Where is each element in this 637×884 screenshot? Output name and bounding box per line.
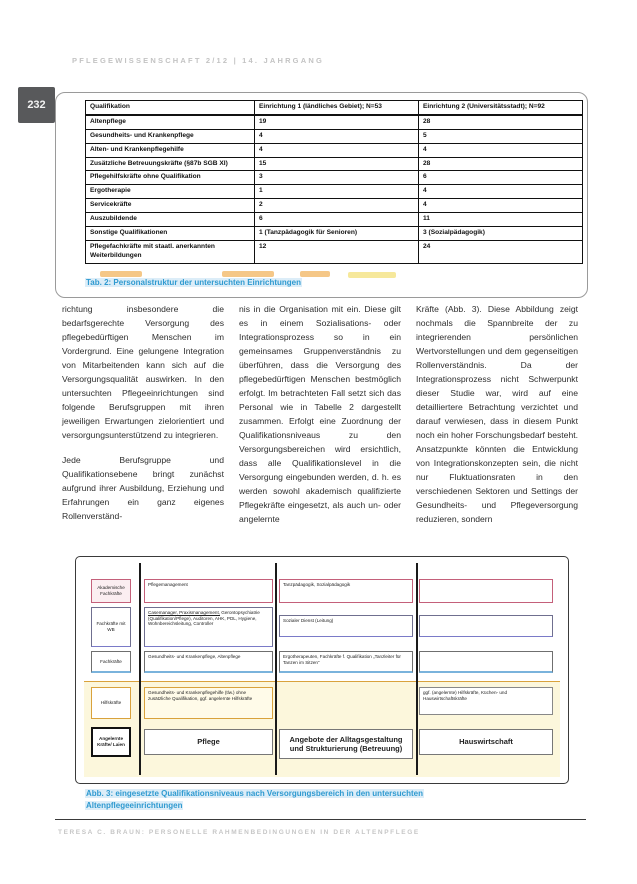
cell-label: Gesundheits- und Krankenpflege <box>86 129 255 143</box>
cell-value: 28 <box>419 115 583 129</box>
table-row <box>86 143 583 157</box>
figure-cell-hauswirtschaft <box>419 615 553 637</box>
page-number-badge: 232 <box>18 87 55 123</box>
col-header-einrichtung-2: Einrichtung 2 (Universitätsstadt); N=92 <box>419 101 583 115</box>
figure-cell-betreuung: Ergotherapeuten, Fachkräfte f. Qualifikation „Tanzleiter für Tanzen im Sitzen“ <box>279 651 413 673</box>
table-row <box>86 171 583 185</box>
figure-caption-line2: Altenpflegeeinrichtungen <box>86 800 183 810</box>
figure-cell-hauswirtschaft <box>419 579 553 603</box>
paragraph: richtung insbesondere die bedarfsgerechte Versorgung des pflegebedürftigen Menschen im Vordergrund. Eine gelungene Integration von Mitarbeitenden kann sich auf die Versorgungsqualität auswirken. In den untersuchten Pflegeeinrichtungen sind folgende Berufsgruppen mit ihren jeweiligen Erwartungen zielorientiert und versorgungsunterstützend zu integrieren. <box>62 304 224 440</box>
figure-column-header-betreuung: Angebote der Alltagsgestaltung und Strukturierung (Betreuung) <box>279 729 413 759</box>
figure-row-label: Hilfskräfte <box>91 687 131 719</box>
paragraph: Jede Berufsgruppe und Qualifikationsebene bringt zunächst aufgrund ihrer Ausbildung, Erziehung und Erfahrungen ein ganz eigenes Rollenverständ- <box>62 455 224 521</box>
cell-label: Servicekräfte <box>86 199 255 213</box>
figure-cell-rest: Gerontopsychiatrie (Qualifikation/Pflege), Auditoren, AHK, PDL, Hygiene, Wohnbereichsleitung, Controller <box>148 610 260 627</box>
cell-value: 28 <box>419 157 583 171</box>
highlight-mark <box>300 271 330 277</box>
cell-label: Alten- und Krankenpflegehilfe <box>86 143 255 157</box>
cell-value: 15 <box>255 157 419 171</box>
cell-label: Zusätzliche Betreuungskräfte (§87b SGB XI) <box>86 157 255 171</box>
cell-value: 1 <box>255 185 419 199</box>
cell-value: 4 <box>419 185 583 199</box>
figure-row-label: Fachkräfte mit WB <box>91 607 131 647</box>
figure-column-header-pflege: Pflege <box>144 729 273 755</box>
figure-divider-line <box>416 563 418 775</box>
paragraph: nis in die Organisation mit ein. Diese gilt es in einem Sozialisations- oder Integrationsprozess so in ein gemeinsames Gruppenverständnis zu überführen, dass die Versorgung des pflegebedürftigen Menschen bestmöglich erfolgt. Im betrachteten Fall setzt sich das Personal wie in Tabelle 2 dargestellt zusammen. Erfolgt eine Zuordnung der Qualifikationsniveaus zu den Versorgungsbereichen wird ersichtlich, dass alle Qualifikationslevel in die Versorgung eingebunden werden, d. h. es werden sowohl akademisch qualifizierte Pflegekräfte eingesetzt, als auch un- oder angelernte <box>239 304 401 524</box>
cell-value: 4 <box>255 143 419 157</box>
figure-cell-betreuung: Sozialer Dienst (Leitung) <box>279 615 413 637</box>
highlight-mark <box>100 271 142 277</box>
text-column-1 <box>62 302 224 537</box>
cell-label: Auszubildende <box>86 213 255 227</box>
cell-value: 6 <box>255 213 419 227</box>
table-caption <box>85 278 302 287</box>
figure-cell-lead: Casemanager, Praxismanagement, <box>148 610 221 615</box>
figure-cell-pflege: Pflegemanagement <box>144 579 273 603</box>
figure-divider-line <box>275 563 277 775</box>
figure-row-label: Angelernte Kräfte/ Laien <box>91 727 131 757</box>
cell-value: 6 <box>419 171 583 185</box>
cell-value: 11 <box>419 213 583 227</box>
cell-value: 4 <box>419 199 583 213</box>
cell-value: 4 <box>419 143 583 157</box>
figure-cell-hauswirtschaft <box>419 651 553 673</box>
table-row <box>86 227 583 241</box>
footer-rule <box>55 819 586 820</box>
personnel-table <box>85 100 583 264</box>
cell-value: 24 <box>419 240 583 263</box>
col-header-qualifikation: Qualifikation <box>86 101 255 115</box>
figure-cell-pflege: Gesundheits- und Krankenpflege, Altenpflege <box>144 651 273 673</box>
cell-label: Pflegehilfskräfte ohne Qualifikation <box>86 171 255 185</box>
figure-qualification-diagram <box>75 556 569 784</box>
paragraph: Kräfte (Abb. 3). Diese Abbildung zeigt nochmals die Spannbreite der zu integrierenden persönlichen Wertvorstellungen und dem gegenseitigen Rollenverständnis. Da der Integrationsprozess nicht Schwerpunkt dieser Studie war, wird auf eine detailliertere Betrachtung verzichtet und darauf verwiesen, dass in diesem Punkt noch ein hoher Forschungsbedarf besteht. Ansatzpunkte könnten die Entwicklung von Integrationskonzepten sein, die nicht nur Fluktuationsraten in den verschiedenen Sektoren und Settings der Gesundheits- und Pflegeversorgung reduzieren, sondern <box>416 304 578 524</box>
cell-label: Pflegefachkräfte mit staatl. anerkannten Weiterbildungen <box>86 240 255 263</box>
table-row <box>86 199 583 213</box>
text-column-3 <box>416 302 578 537</box>
cell-label: Altenpflege <box>86 115 255 129</box>
cell-value: 5 <box>419 129 583 143</box>
figure-caption-line1: Abb. 3: eingesetzte Qualifikationsniveaus nach Versorgungsbereich in den untersuchten <box>86 789 423 798</box>
cell-label: Sonstige Qualifikationen <box>86 227 255 241</box>
table-row <box>86 240 583 263</box>
running-footer: TERESA C. BRAUN: PERSONELLE RAHMENBEDINGUNGEN IN DER ALTENPFLEGE <box>58 829 420 836</box>
figure-cell-pflege: Gesundheits- und Krankenpflegehilfe (tlw.) ohne zusätzliche Qualifikation, ggf. angelernte Hilfskräfte <box>144 687 273 719</box>
text-column-2 <box>239 302 401 537</box>
figure-divider-line <box>139 563 141 775</box>
figure-row-label: Fachkräfte <box>91 651 131 673</box>
cell-label: Ergotherapie <box>86 185 255 199</box>
cell-value: 3 (Sozialpädagogik) <box>419 227 583 241</box>
highlight-mark <box>348 272 396 278</box>
cell-value: 2 <box>255 199 419 213</box>
table-header-row <box>86 101 583 115</box>
cell-value: 4 <box>255 129 419 143</box>
table-row <box>86 213 583 227</box>
cell-value: 3 <box>255 171 419 185</box>
figure-caption <box>85 788 555 811</box>
figure-cell-hauswirtschaft: ggf. (angelernte) Hilfskräfte, Küchen- und Hauswirtschaftskräfte <box>419 687 553 715</box>
table-row <box>86 157 583 171</box>
col-header-einrichtung-1: Einrichtung 1 (ländliches Gebiet); N=53 <box>255 101 419 115</box>
cell-value: 12 <box>255 240 419 263</box>
cell-value: 19 <box>255 115 419 129</box>
table-row <box>86 115 583 129</box>
body-text-columns <box>62 302 578 537</box>
figure-cell-pflege <box>144 607 273 647</box>
table-row <box>86 185 583 199</box>
figure-cell-betreuung: Tanzpädagogik, Sozialpädagogik <box>279 579 413 603</box>
figure-column-header-hauswirtschaft: Hauswirtschaft <box>419 729 553 755</box>
table-caption-text: Tab. 2: Personalstruktur der untersuchten Einrichtungen <box>86 278 301 287</box>
running-header: PFLEGEWISSENSCHAFT 2/12 | 14. JAHRGANG <box>72 56 324 65</box>
cell-value: 1 (Tanzpädagogik für Senioren) <box>255 227 419 241</box>
highlight-mark <box>222 271 274 277</box>
figure-row-label: Akademische Fachkräfte <box>91 579 131 603</box>
table-row <box>86 129 583 143</box>
